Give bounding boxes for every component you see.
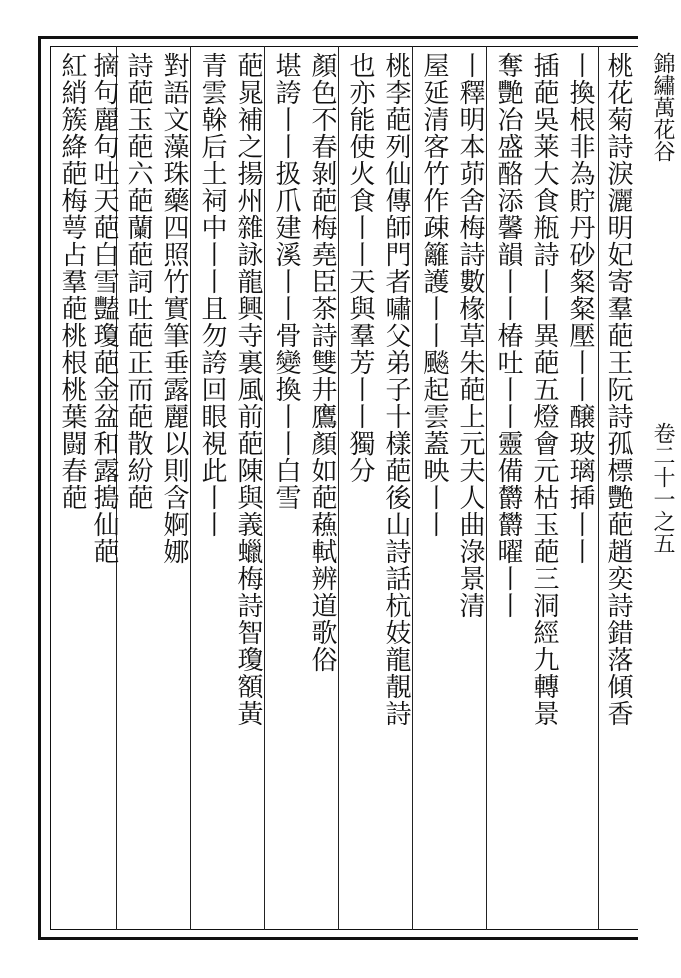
text-column-10: 堪誇丨丨扱爪建溪丨丨骨變換丨丨白雪 [271, 52, 301, 511]
text-column-16: 紅綃簇絳葩梅萼占羣葩桃根桃葉闘春葩 [57, 52, 87, 511]
text-column-13: 對語文藻珠藥四照竹實筆垂露麗以則含婀娜 [159, 52, 189, 565]
volume-label: 卷二十一之五 [650, 422, 675, 554]
text-column-5: 丨釋明本茆舍梅詩數椽草朱葩上元夫人曲淥景清 [455, 52, 485, 619]
text-column-9: 顏色不春剝葩梅堯臣茶詩雙井鷹顏如葩蘓軾辨道歌俗 [307, 52, 337, 673]
book-title-fragment: 錦繡萬花谷 [650, 52, 675, 162]
text-column-3: 插葩吳莱大食瓶詩丨丨異葩五燈會元枯玉葩三洞經九轉景 [529, 52, 559, 727]
column-rule [598, 46, 599, 930]
margin-gutter [640, 52, 680, 926]
text-column-1: 桃花菊詩淚灑明妃寄羣葩王阮詩孤標艷葩趙奕詩錯落傾香 [603, 52, 633, 727]
text-column-12: 青雲榦后土祠中丨丨且勿誇回眼視此丨丨 [197, 52, 227, 538]
text-column-2: 丨換根非為貯丹砂粲粲壓丨丨醸玻璃揷丨丨 [565, 52, 595, 565]
text-column-15: 摘句麗句吐天葩白雪豔瓊葩金盆和露搗仙葩 [89, 52, 119, 565]
text-column-11: 葩晁補之揚州雜詠龍興寺裏風前葩陳與義蠟梅詩智瓊額黃 [233, 52, 263, 727]
text-column-4: 奪艷冶盛酪添馨韻丨丨椿吐丨丨靈備欝欝曜丨丨 [493, 52, 523, 619]
text-column-7: 桃李葩列仙傳師門者嘯父弟子十樣葩後山詩話杭妓龍靚詩 [381, 52, 411, 727]
text-column-14: 詩葩玉葩六葩蘭葩詞吐葩正而葩散紛葩 [123, 52, 153, 511]
text-column-8: 也亦能使火食丨丨天與羣芳丨丨獨分 [345, 52, 375, 484]
text-column-6: 屋延清客竹作疎籬護丨丨飈起雲蓋映丨丨 [419, 52, 449, 538]
